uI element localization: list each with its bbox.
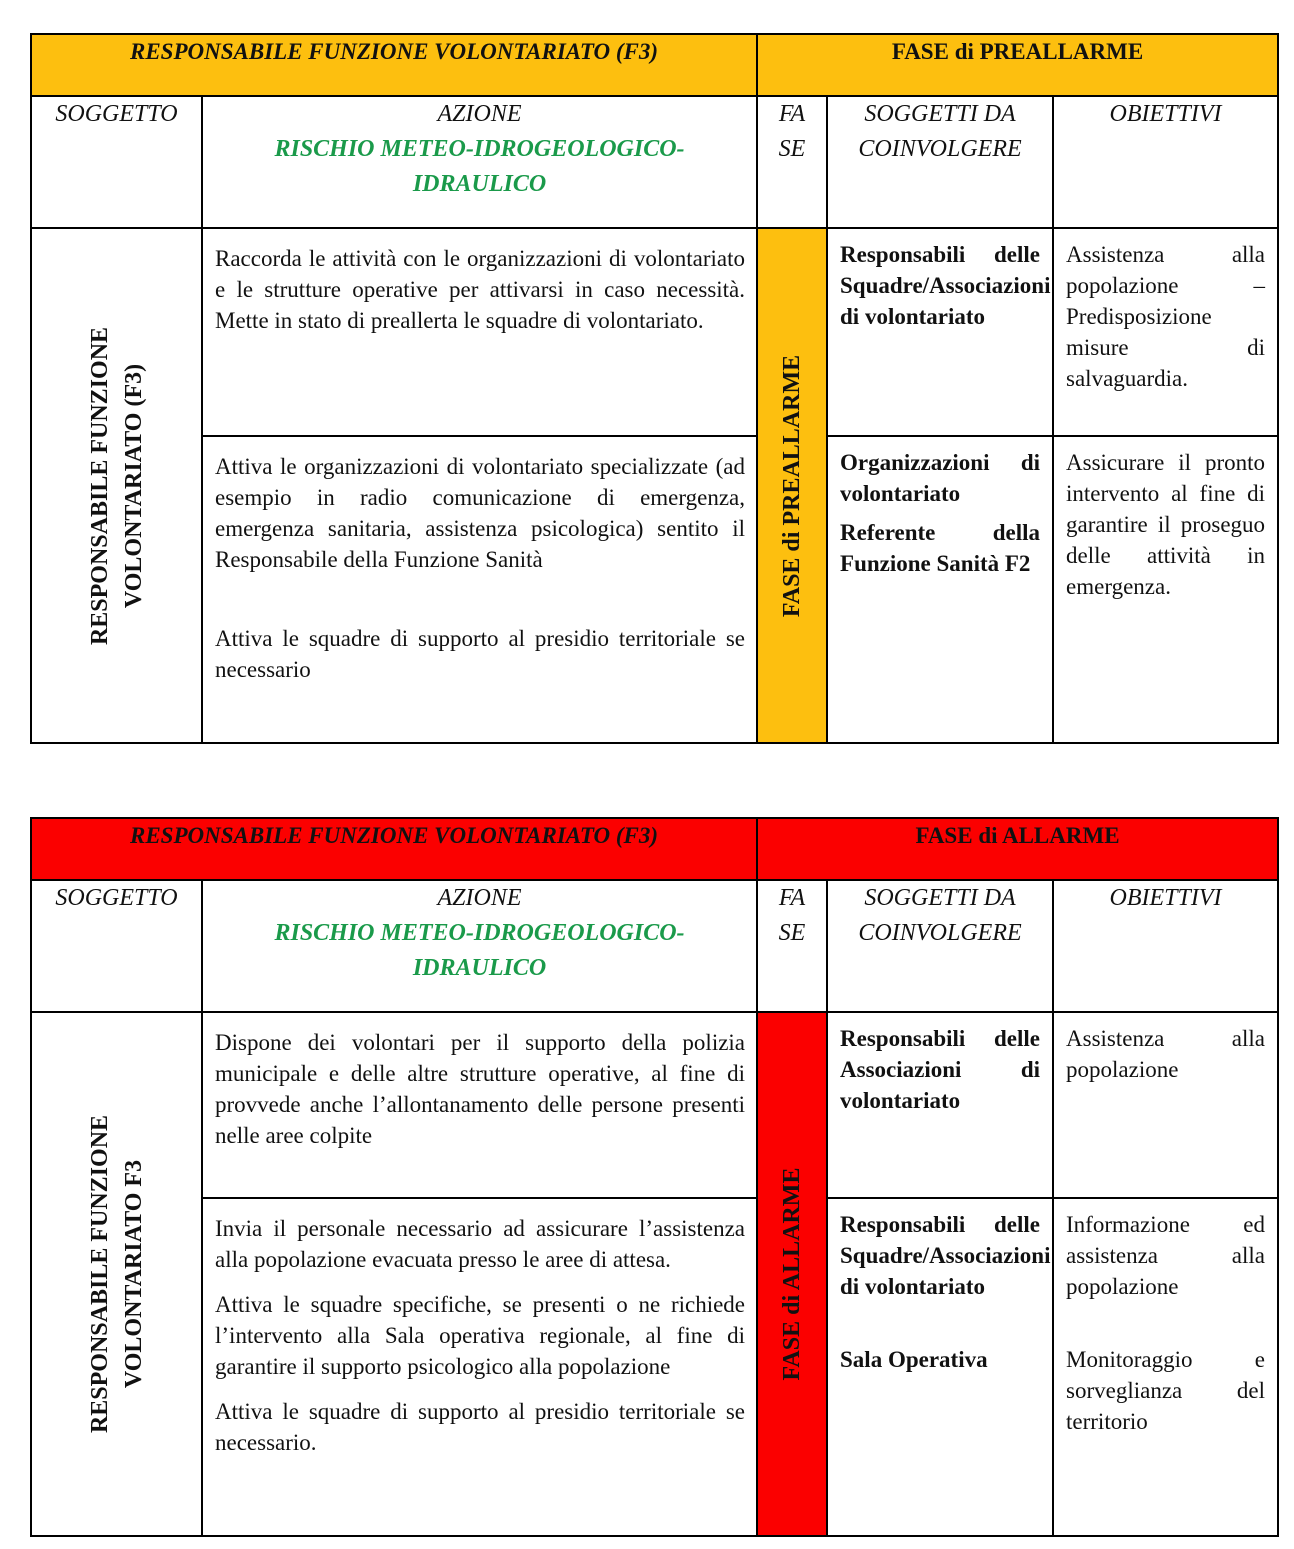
goal-cell: Assicurare il pronto intervento al fine di garantire il proseguo delle attività in emergenza. xyxy=(1053,436,1278,743)
involved-cell: Organizzazioni di volontariato Referente della Funzione Sanità F2 xyxy=(827,436,1053,743)
preallarme-table xyxy=(30,33,1279,744)
phase-vertical-cell: FASE di ALLARME xyxy=(757,1012,827,1536)
goal-cell: Assistenza alla popolazione – Predisposizione misure di salvaguardia. xyxy=(1053,228,1278,436)
phase-header: FASE di PREALLARME xyxy=(757,34,1278,96)
col-soggetti-coinvolgere: SOGGETTI DA COINVOLGERE xyxy=(827,880,1053,1012)
goal-cell: Assistenza alla popolazione xyxy=(1053,1012,1278,1198)
col-fase: FA SE xyxy=(757,880,827,1012)
col-soggetto: SOGGETTO xyxy=(31,96,202,228)
involved-cell: Responsabili delle Associazioni di volontariato xyxy=(827,1012,1053,1198)
goal-cell: Informazione ed assistenza alla popolazione Monitoraggio e sorveglianza del territorio xyxy=(1053,1198,1278,1536)
col-azione: AZIONE RISCHIO METEO-IDROGEOLOGICO-IDRAULICO xyxy=(202,96,757,228)
action-cell: Invia il personale necessario ad assicurare l’assistenza alla popolazione evacuata presso le aree di attesa. Attiva le squadre specifiche, se presenti o ne richiede l’intervento alla Sala operativa regionale, al fine di garantire il supporto psicologico alla popolazione Attiva le squadre di supporto al presidio territoriale se necessario. xyxy=(202,1198,757,1536)
action-cell: Attiva le organizzazioni di volontariato specializzate (ad esempio in radio comunicazione di emergenza, emergenza sanitaria, assistenza psicologica) sentito il Responsabile della Funzione Sanità Attiva le squadre di supporto al presidio territoriale se necessario xyxy=(202,436,757,743)
col-fase: FA SE xyxy=(757,96,827,228)
subject-cell: RESPONSABILE FUNZIONE VOLONTARIATO (F3) xyxy=(31,228,202,743)
action-cell: Dispone dei volontari per il supporto della polizia municipale e delle altre strutture operative, al fine di provvede anche l’allontanamento delle persone presenti nelle aree colpite xyxy=(202,1012,757,1198)
involved-cell: Responsabili delle Squadre/Associazioni di volontariato xyxy=(827,228,1053,436)
risk-label: RISCHIO METEO-IDROGEOLOGICO-IDRAULICO xyxy=(274,920,685,981)
col-soggetti-coinvolgere: SOGGETTI DA COINVOLGERE xyxy=(827,96,1053,228)
role-header: RESPONSABILE FUNZIONE VOLONTARIATO (F3) xyxy=(31,34,757,96)
phase-vertical-cell: FASE di PREALLARME xyxy=(757,228,827,743)
col-soggetto: SOGGETTO xyxy=(31,880,202,1012)
role-header: RESPONSABILE FUNZIONE VOLONTARIATO (F3) xyxy=(31,818,757,880)
risk-label: RISCHIO METEO-IDROGEOLOGICO-IDRAULICO xyxy=(274,136,685,197)
action-cell: Raccorda le attività con le organizzazioni di volontariato e le strutture operative per attivarsi in caso necessità. Mette in stato di preallerta le squadre di volontariato. xyxy=(202,228,757,436)
col-obiettivi: OBIETTIVI xyxy=(1053,880,1278,1012)
phase-header: FASE di ALLARME xyxy=(757,818,1278,880)
col-obiettivi: OBIETTIVI xyxy=(1053,96,1278,228)
allarme-table xyxy=(30,817,1279,1537)
subject-cell: RESPONSABILE FUNZIONE VOLONTARIATO F3 xyxy=(31,1012,202,1536)
col-azione: AZIONE RISCHIO METEO-IDROGEOLOGICO-IDRAULICO xyxy=(202,880,757,1012)
involved-cell: Responsabili delle Squadre/Associazioni di volontariato Sala Operativa xyxy=(827,1198,1053,1536)
